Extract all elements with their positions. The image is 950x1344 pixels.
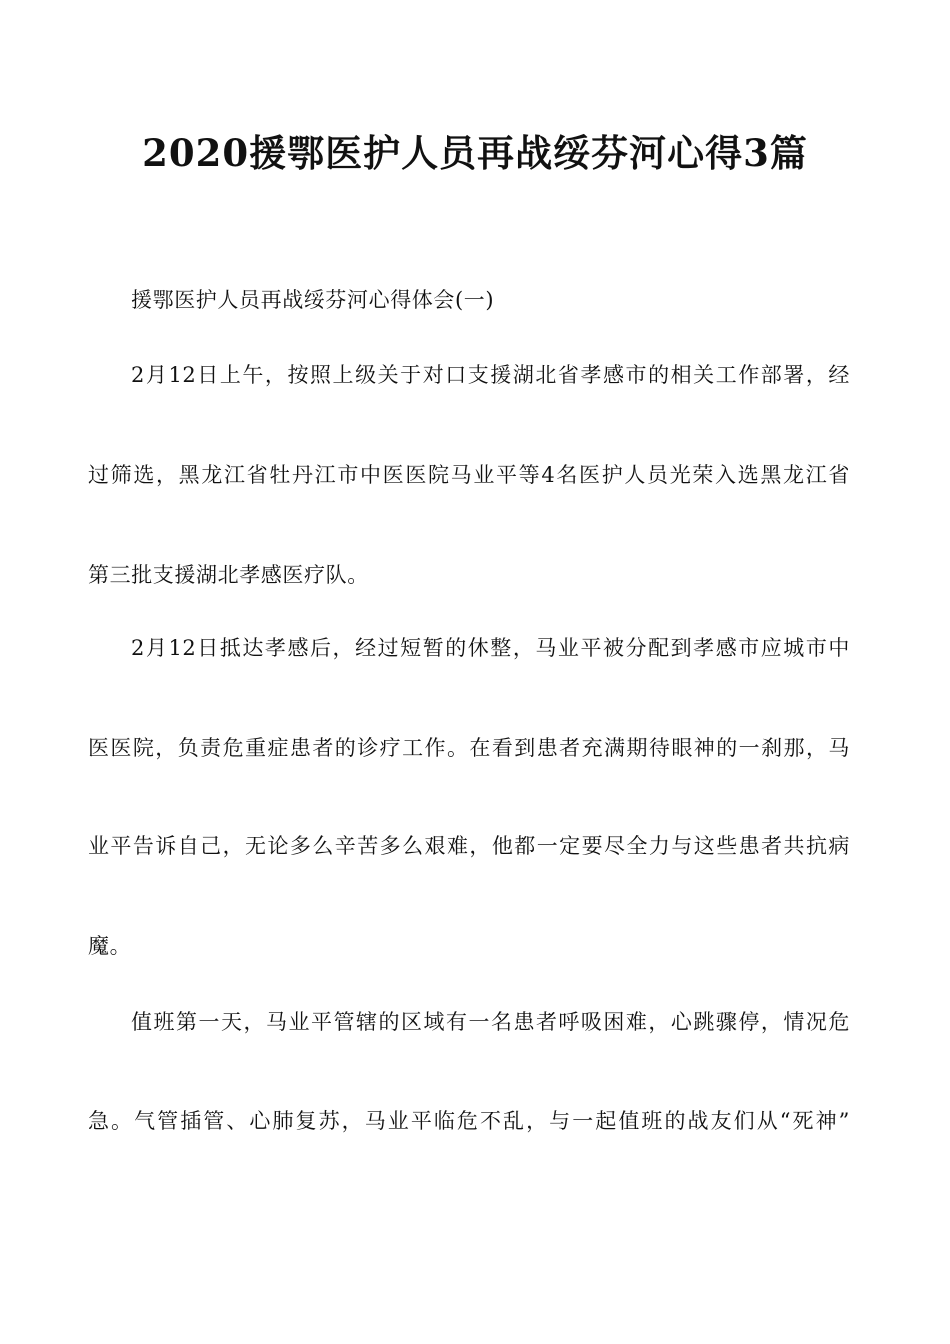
section-heading: 援鄂医护人员再战绥芬河心得体会(一) [131, 288, 495, 312]
paragraph-line: 2月12日抵达孝感后，经过短暂的休整，马业平被分配到孝感市应城市中 [131, 636, 850, 660]
paragraph-line: 魔。 [88, 934, 132, 958]
paragraph-line: 值班第一天，马业平管辖的区域有一名患者呼吸困难，心跳骤停，情况危 [131, 1010, 850, 1034]
paragraph-line: 业平告诉自己，无论多么辛苦多么艰难，他都一定要尽全力与这些患者共抗病 [88, 834, 850, 858]
paragraph-line: 2月12日上午，按照上级关于对口支援湖北省孝感市的相关工作部署，经 [131, 363, 850, 387]
paragraph-line: 第三批支援湖北孝感医疗队。 [88, 563, 369, 587]
paragraph-line: 医医院，负责危重症患者的诊疗工作。在看到患者充满期待眼神的一刹那，马 [88, 736, 850, 760]
paragraph-line: 急。气管插管、心肺复苏，马业平临危不乱，与一起值班的战友们从“死神” [88, 1109, 850, 1133]
document-title: 2020援鄂医护人员再战绥芬河心得3篇 [142, 131, 808, 175]
paragraph-line: 过筛选，黑龙江省牡丹江市中医医院马业平等4名医护人员光荣入选黑龙江省 [88, 463, 850, 487]
